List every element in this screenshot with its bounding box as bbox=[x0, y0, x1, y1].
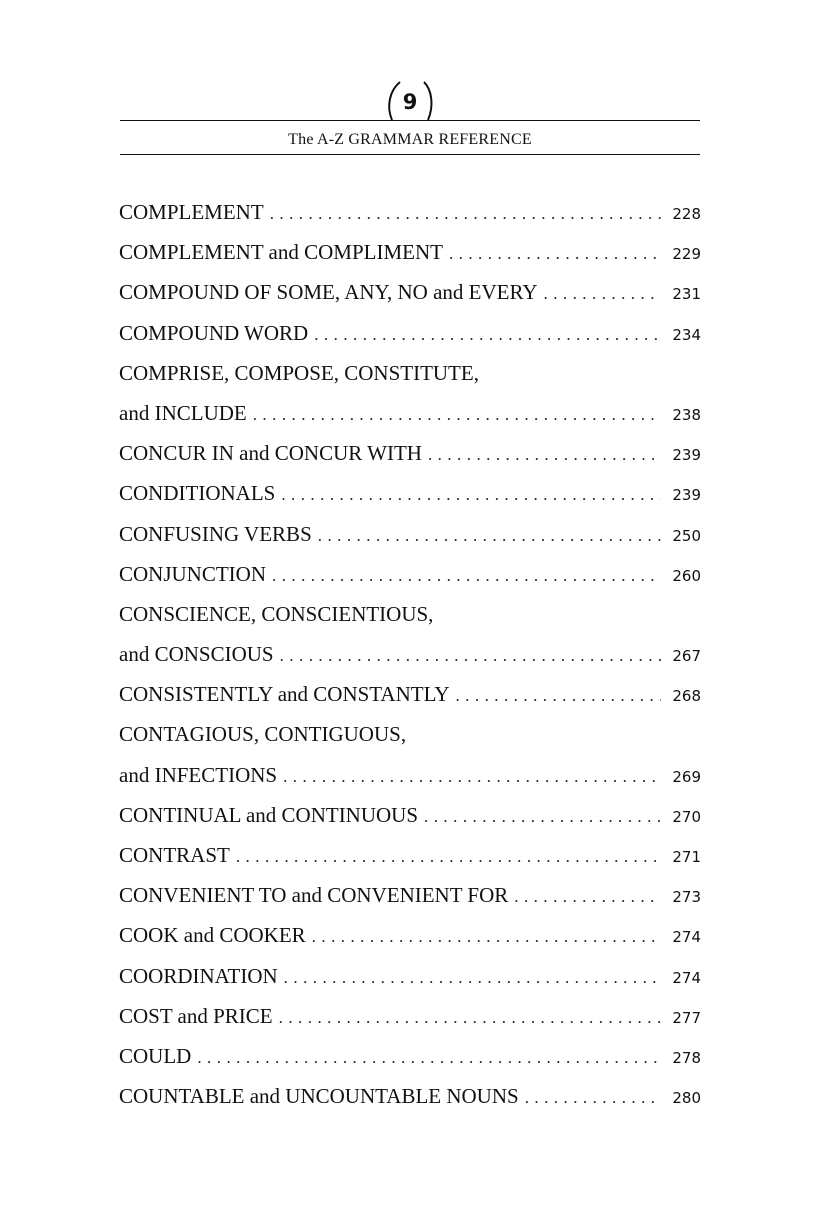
toc-entry-page-number: 274 bbox=[672, 928, 701, 947]
toc-entry-title: CONFUSING VERBS bbox=[119, 521, 312, 546]
toc-entry-page-number: 238 bbox=[672, 405, 701, 424]
toc-entry-title: COOK and COOKER bbox=[119, 923, 306, 948]
toc-entry-title: CONSCIENCE, CONSCIENTIOUS, bbox=[119, 601, 434, 626]
toc-entry-title: CONTRAST bbox=[119, 843, 230, 867]
toc-entry bbox=[119, 835, 701, 875]
toc-entry-page-number: 277 bbox=[672, 1008, 701, 1027]
toc-entry-page-number: 273 bbox=[672, 888, 701, 907]
toc-dot-leader bbox=[449, 234, 661, 274]
toc-entry bbox=[119, 272, 701, 312]
toc-dot-leader bbox=[544, 274, 662, 314]
toc-entry-title: and INCLUDE bbox=[119, 400, 247, 425]
toc-entry-title: CONJUNCTION bbox=[119, 561, 266, 586]
toc-entry-page-number: 229 bbox=[672, 245, 701, 264]
toc-entry-title: COMPOUND OF SOME, ANY, NO and EVERY bbox=[119, 280, 538, 305]
toc-entry-title: CONVENIENT TO and CONVENIENT FOR bbox=[119, 883, 509, 908]
toc-entry-page-number: 260 bbox=[672, 566, 701, 585]
toc-entry bbox=[119, 674, 701, 714]
toc-entry bbox=[119, 313, 701, 353]
toc-entry bbox=[119, 634, 701, 674]
toc-dot-leader bbox=[525, 1078, 661, 1118]
toc-dot-leader bbox=[197, 1038, 661, 1078]
toc-entry-page-number: 231 bbox=[672, 285, 701, 304]
toc-dot-leader bbox=[312, 917, 661, 957]
toc-dot-leader bbox=[253, 395, 661, 435]
toc-entry-page-number: 278 bbox=[672, 1048, 701, 1067]
toc-dot-leader bbox=[424, 797, 661, 837]
toc-entry-title: COUNTABLE and UNCOUNTABLE NOUNS bbox=[119, 1084, 519, 1109]
toc-entry-title: COMPLEMENT bbox=[119, 200, 264, 224]
toc-entry bbox=[119, 1036, 701, 1076]
toc-entry bbox=[119, 393, 701, 433]
toc-dot-leader bbox=[280, 636, 661, 676]
toc-entry bbox=[119, 875, 701, 915]
toc-entry-title: COULD bbox=[119, 1043, 192, 1068]
toc-dot-leader bbox=[284, 958, 661, 998]
toc-entry bbox=[119, 554, 701, 594]
toc-entry bbox=[119, 1076, 701, 1116]
toc-entry-title: CONSISTENTLY and CONSTANTLY bbox=[119, 682, 450, 707]
toc-entry-title: CONTAGIOUS, CONTIGUOUS, bbox=[119, 722, 407, 747]
toc-dot-leader bbox=[279, 998, 661, 1038]
table-of-contents bbox=[119, 192, 701, 1116]
toc-entry-title: and CONSCIOUS bbox=[119, 642, 274, 667]
page-header bbox=[120, 70, 700, 160]
toc-dot-leader bbox=[281, 475, 661, 515]
toc-entry-title: CONCUR IN and CONCUR WITH bbox=[119, 441, 422, 466]
chapter-badge bbox=[376, 76, 444, 124]
toc-entry-page-number: 234 bbox=[672, 325, 701, 344]
toc-dot-leader bbox=[272, 556, 661, 596]
toc-entry-title: CONTINUAL and CONTINUOUS bbox=[119, 802, 419, 827]
toc-entry bbox=[119, 755, 701, 795]
toc-dot-leader bbox=[314, 315, 661, 355]
toc-entry-page-number: 239 bbox=[672, 486, 701, 505]
toc-entry-title: CONDITIONALS bbox=[119, 481, 276, 506]
toc-entry-page-number: 271 bbox=[672, 848, 701, 866]
toc-dot-leader bbox=[270, 194, 661, 234]
toc-entry-title: COST and PRICE bbox=[119, 1003, 273, 1028]
toc-entry bbox=[119, 956, 701, 996]
header-bottom-rule bbox=[120, 154, 700, 155]
chapter-number: 9 bbox=[402, 90, 418, 114]
toc-entry bbox=[119, 594, 701, 634]
toc-entry-page-number: 228 bbox=[672, 205, 701, 223]
toc-entry-page-number: 250 bbox=[672, 526, 701, 545]
toc-entry bbox=[119, 714, 701, 754]
toc-entry-page-number: 268 bbox=[672, 687, 701, 706]
toc-entry-page-number: 270 bbox=[672, 807, 701, 826]
toc-dot-leader bbox=[318, 516, 661, 556]
toc-entry-title: and INFECTIONS bbox=[119, 762, 278, 787]
toc-dot-leader bbox=[283, 757, 661, 797]
toc-entry bbox=[119, 192, 701, 232]
toc-dot-leader bbox=[514, 877, 661, 917]
toc-entry-page-number: 267 bbox=[672, 647, 701, 666]
toc-entry-page-number: 280 bbox=[672, 1089, 701, 1108]
toc-entry bbox=[119, 232, 701, 272]
toc-entry bbox=[119, 514, 701, 554]
toc-entry-title: COMPRISE, COMPOSE, CONSTITUTE, bbox=[119, 360, 479, 385]
toc-entry bbox=[119, 433, 701, 473]
toc-dot-leader bbox=[428, 435, 661, 475]
toc-dot-leader bbox=[455, 676, 661, 716]
toc-dot-leader bbox=[236, 837, 661, 877]
toc-entry bbox=[119, 996, 701, 1036]
toc-entry-page-number: 274 bbox=[672, 968, 701, 987]
toc-entry-page-number: 269 bbox=[672, 767, 701, 786]
running-title: The A-Z GRAMMAR REFERENCE bbox=[288, 131, 532, 148]
toc-entry bbox=[119, 353, 701, 393]
toc-entry-title: COMPOUND WORD bbox=[119, 320, 309, 345]
toc-entry-title: COMPLEMENT and COMPLIMENT bbox=[119, 240, 443, 265]
toc-entry bbox=[119, 795, 701, 835]
toc-entry bbox=[119, 915, 701, 955]
toc-entry bbox=[119, 473, 701, 513]
toc-entry-page-number: 239 bbox=[672, 446, 701, 465]
toc-entry-title: COORDINATION bbox=[119, 963, 278, 988]
